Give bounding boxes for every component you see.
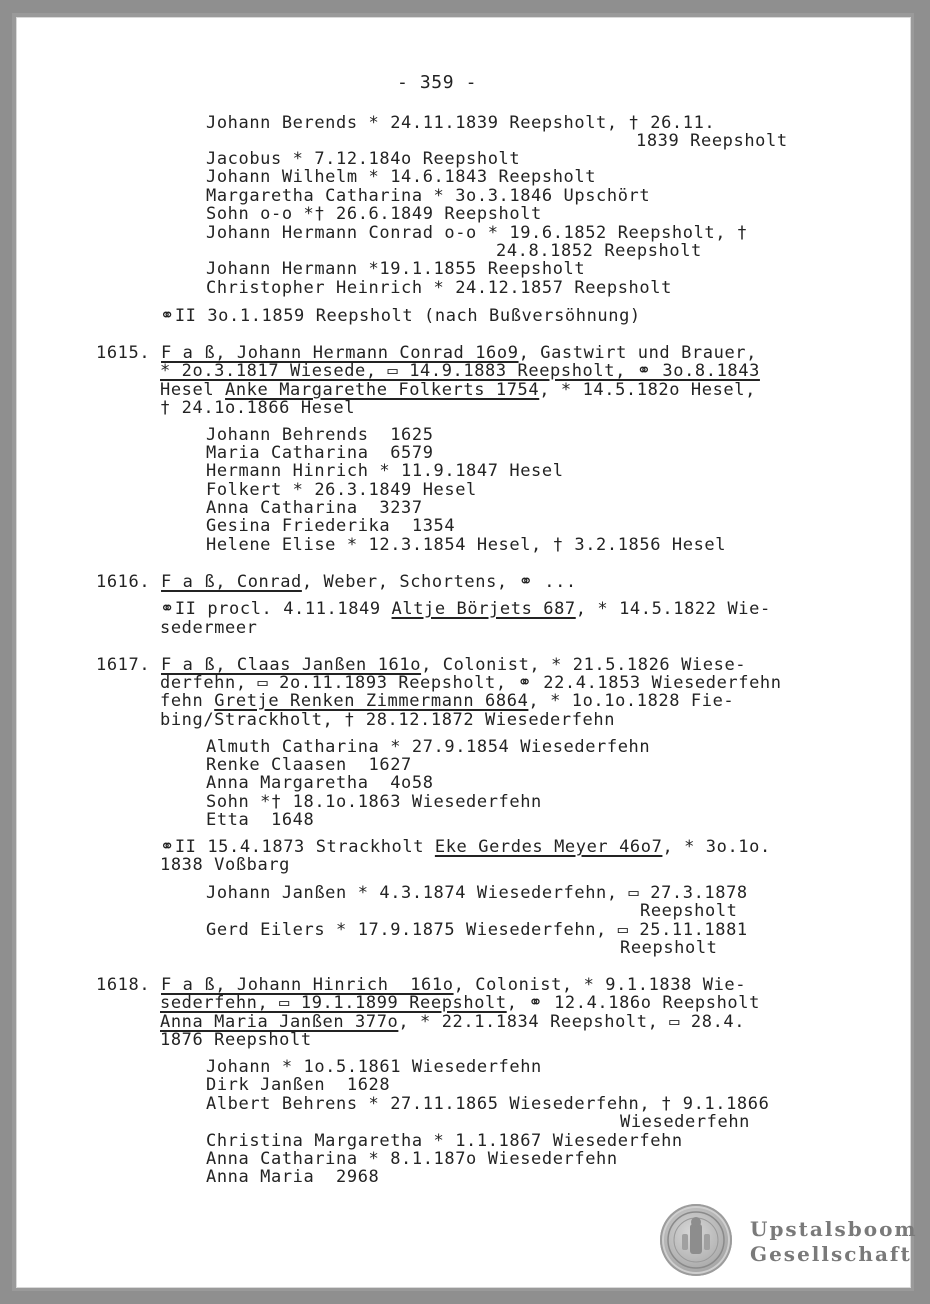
text-line bbox=[206, 462, 564, 480]
text-segment: , * 1o.1o.1828 Fie- bbox=[528, 691, 735, 711]
text-line bbox=[160, 362, 760, 380]
text-segment: 1616. bbox=[96, 572, 162, 592]
text-segment: Johann * 1o.5.1861 Wiesederfehn bbox=[206, 1057, 542, 1077]
text-line bbox=[206, 279, 672, 297]
underlined-text: Gretje Renken Zimmermann 6864 bbox=[214, 691, 529, 711]
text-segment: Johann Hermann *19.1.1855 Reepsholt bbox=[206, 259, 586, 279]
text-line bbox=[160, 674, 782, 692]
text-line bbox=[206, 756, 412, 774]
text-segment: Hermann Hinrich * 11.9.1847 Hesel bbox=[206, 461, 564, 481]
text-segment: Sohn *† 18.1o.1863 Wiesederfehn bbox=[206, 792, 542, 812]
text-segment: Hesel bbox=[160, 380, 226, 400]
logo-text-line1: Upstalsboom bbox=[750, 1217, 918, 1241]
text-line bbox=[160, 381, 756, 399]
text-segment: Anna Catharina 3237 bbox=[206, 498, 423, 518]
text-line bbox=[206, 793, 542, 811]
text-segment: , Colonist, * 9.1.1838 Wie- bbox=[453, 975, 747, 995]
text-line bbox=[206, 1076, 390, 1094]
text-segment: , Colonist, * 21.5.1826 Wiese- bbox=[421, 655, 747, 675]
text-line bbox=[160, 307, 641, 325]
text-segment: Maria Catharina 6579 bbox=[206, 443, 434, 463]
text-segment: ⚭II 15.4.1873 Strackholt bbox=[160, 837, 435, 857]
text-line bbox=[206, 1095, 769, 1113]
text-line bbox=[206, 426, 434, 444]
text-line bbox=[160, 1013, 745, 1031]
text-line bbox=[640, 902, 738, 920]
underlined-text: sederfehn, ▭ 19.1.1899 Reepsholt bbox=[160, 993, 507, 1013]
entry-header-1617 bbox=[96, 656, 746, 674]
text-line bbox=[160, 711, 615, 729]
text-line bbox=[160, 619, 258, 637]
entry-header-1615 bbox=[96, 344, 757, 362]
text-line bbox=[636, 132, 788, 150]
underlined-text: F a ß, Johann Hermann Conrad 16o9 bbox=[161, 343, 519, 363]
text-segment: Wiesederfehn bbox=[620, 1112, 751, 1132]
text-line bbox=[160, 856, 290, 874]
text-line bbox=[206, 224, 748, 242]
text-segment: Etta 1648 bbox=[206, 810, 315, 830]
entry-header-1618 bbox=[96, 976, 746, 994]
text-segment: , * 14.5.1822 Wie- bbox=[575, 599, 771, 619]
text-segment: Reepsholt bbox=[620, 938, 718, 958]
text-segment: , * 22.1.1834 Reepsholt, ▭ 28.4. bbox=[398, 1012, 746, 1032]
text-segment: Johann Hermann Conrad o-o * 19.6.1852 Reepsholt, † bbox=[206, 223, 748, 243]
text-segment: 1838 Voßbarg bbox=[160, 855, 291, 875]
text-segment: ⚭II 3o.1.1859 Reepsholt (nach Bußversöhnung) bbox=[160, 306, 641, 326]
text-segment: Anna Maria 2968 bbox=[206, 1167, 380, 1187]
text-line bbox=[206, 738, 650, 756]
underlined-text: * 2o.3.1817 Wiesede, ▭ 14.9.1883 Reepsholt, ⚭ 3o.8.1843 bbox=[160, 361, 760, 381]
text-line bbox=[160, 600, 771, 618]
text-line bbox=[160, 399, 355, 417]
text-line bbox=[206, 536, 726, 554]
text-segment: , ⚭ 12.4.186o Reepsholt bbox=[506, 993, 760, 1013]
text-segment: Johann Berends * 24.11.1839 Reepsholt, † 26.11. bbox=[206, 113, 716, 133]
text-line bbox=[206, 499, 423, 517]
text-segment: - 359 - bbox=[397, 72, 478, 93]
upstalsboom-logo bbox=[660, 1204, 918, 1284]
text-segment: Albert Behrens * 27.11.1865 Wiesederfehn, † 9.1.1866 bbox=[206, 1094, 770, 1114]
text-line bbox=[620, 1113, 750, 1131]
underlined-text: F a ß, Conrad bbox=[161, 572, 302, 592]
underlined-text: F a ß, Johann Hinrich 161o bbox=[161, 975, 454, 995]
underlined-text: Anna Maria Janßen 377o bbox=[160, 1012, 399, 1032]
text-line bbox=[620, 939, 718, 957]
text-segment: ⚭II procl. 4.11.1849 bbox=[160, 599, 392, 619]
text-segment: sedermeer bbox=[160, 618, 258, 638]
text-segment: Margaretha Catharina * 3o.3.1846 Upschört bbox=[206, 186, 651, 206]
text-line bbox=[206, 187, 650, 205]
text-segment: , Weber, Schortens, ⚭ ... bbox=[301, 572, 577, 592]
text-segment: Renke Claasen 1627 bbox=[206, 755, 412, 775]
page-number bbox=[397, 74, 477, 92]
text-line bbox=[160, 838, 771, 856]
text-segment: , * 3o.1o. bbox=[662, 837, 771, 857]
text-line bbox=[206, 260, 585, 278]
underlined-text: Altje Börjets 687 bbox=[391, 599, 576, 619]
text-line bbox=[206, 150, 520, 168]
text-segment: Reepsholt bbox=[640, 901, 738, 921]
underlined-text: Anke Margarethe Folkerts 1754 bbox=[225, 380, 540, 400]
text-segment: Christopher Heinrich * 24.12.1857 Reepsholt bbox=[206, 278, 672, 298]
text-segment: Anna Margaretha 4o58 bbox=[206, 773, 434, 793]
underlined-text: Eke Gerdes Meyer 46o7 bbox=[434, 837, 663, 857]
text-segment: Sohn o-o *† 26.6.1849 Reepsholt bbox=[206, 204, 542, 224]
seal-icon bbox=[660, 1204, 732, 1276]
text-segment: 1618. bbox=[96, 975, 162, 995]
text-segment: Johann Wilhelm * 14.6.1843 Reepsholt bbox=[206, 167, 597, 187]
text-segment: Jacobus * 7.12.184o Reepsholt bbox=[206, 149, 521, 169]
text-segment: Helene Elise * 12.3.1854 Hesel, † 3.2.1856 Hesel bbox=[206, 535, 727, 555]
text-segment: fehn bbox=[160, 691, 215, 711]
text-line bbox=[206, 114, 715, 132]
text-segment: Johann Behrends 1625 bbox=[206, 425, 434, 445]
logo-text-line2: Gesellschaft bbox=[750, 1242, 912, 1266]
text-line bbox=[160, 994, 760, 1012]
text-segment: bing/Strackholt, † 28.12.1872 Wiesederfehn bbox=[160, 710, 616, 730]
text-line bbox=[206, 1132, 683, 1150]
text-segment: Dirk Janßen 1628 bbox=[206, 1075, 391, 1095]
text-line bbox=[160, 692, 734, 710]
text-segment: Gesina Friederika 1354 bbox=[206, 516, 456, 536]
text-segment: derfehn, ▭ 2o.11.1893 Reepsholt, ⚭ 22.4.1853 Wiesederfehn bbox=[160, 673, 782, 693]
text-segment: , Gastwirt und Brauer, bbox=[518, 343, 757, 363]
underlined-text: F a ß, Claas Janßen 161o bbox=[161, 655, 422, 675]
text-segment: Folkert * 26.3.1849 Hesel bbox=[206, 480, 477, 500]
text-segment: , * 14.5.182o Hesel, bbox=[539, 380, 756, 400]
text-line bbox=[206, 517, 455, 535]
text-segment: Johann Janßen * 4.3.1874 Wiesederfehn, ▭ 27.3.1878 bbox=[206, 883, 748, 903]
text-segment: Almuth Catharina * 27.9.1854 Wiesederfehn bbox=[206, 737, 651, 757]
text-line bbox=[206, 811, 314, 829]
text-line bbox=[206, 1168, 379, 1186]
text-segment: 1617. bbox=[96, 655, 162, 675]
text-segment: Christina Margaretha * 1.1.1867 Wiesederfehn bbox=[206, 1131, 683, 1151]
text-line bbox=[206, 481, 477, 499]
text-segment: 24.8.1852 Reepsholt bbox=[496, 241, 702, 261]
text-line bbox=[206, 1058, 542, 1076]
text-segment: Gerd Eilers * 17.9.1875 Wiesederfehn, ▭ 25.11.1881 bbox=[206, 920, 748, 940]
text-segment: † 24.1o.1866 Hesel bbox=[160, 398, 356, 418]
text-line bbox=[206, 921, 748, 939]
text-line bbox=[206, 205, 542, 223]
text-line bbox=[206, 774, 434, 792]
entry-header-1616 bbox=[96, 573, 577, 591]
text-line bbox=[160, 1031, 312, 1049]
text-line bbox=[206, 444, 434, 462]
text-line bbox=[206, 884, 748, 902]
text-line bbox=[206, 1150, 618, 1168]
text-segment: 1876 Reepsholt bbox=[160, 1030, 312, 1050]
text-segment: 1839 Reepsholt bbox=[636, 131, 788, 151]
text-line bbox=[496, 242, 702, 260]
text-segment: 1615. bbox=[96, 343, 162, 363]
text-segment: Anna Catharina * 8.1.187o Wiesederfehn bbox=[206, 1149, 618, 1169]
text-line bbox=[206, 168, 596, 186]
